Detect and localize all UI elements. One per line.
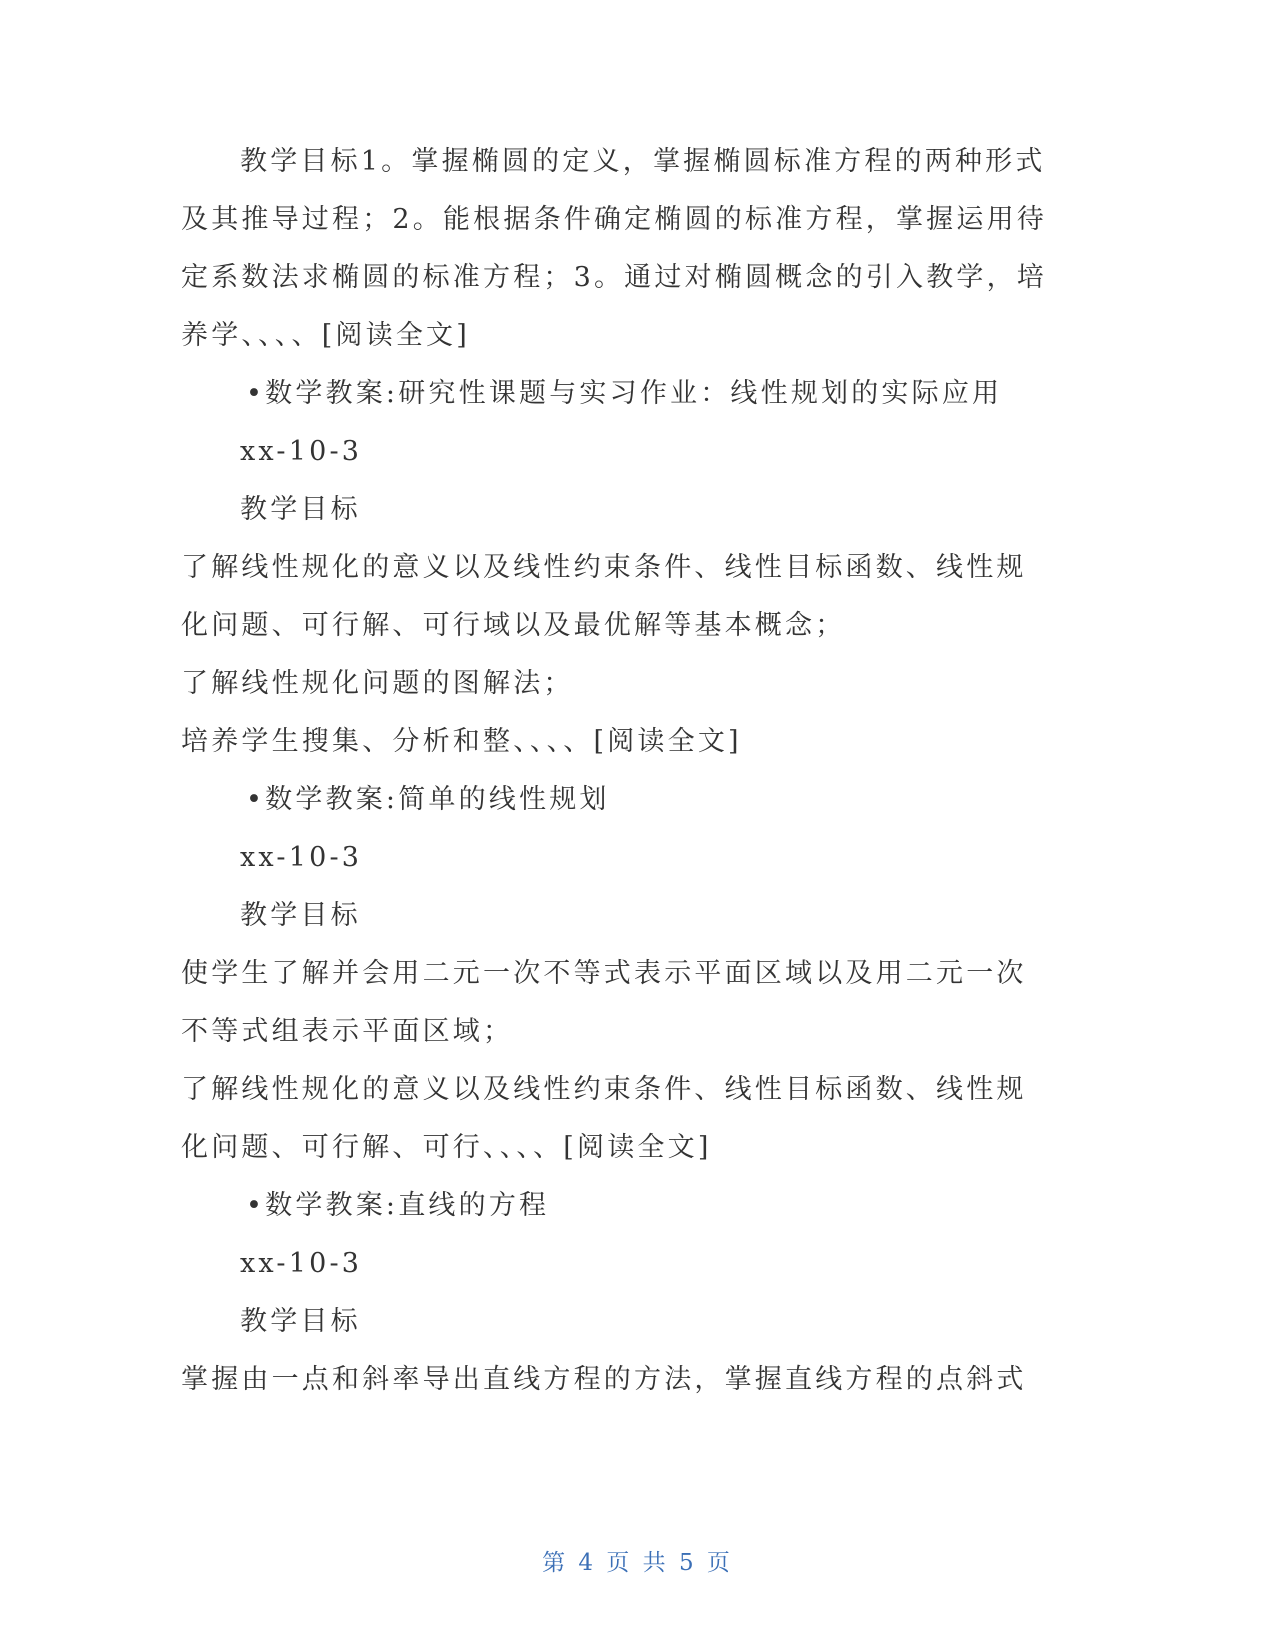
article-title-linear-programming-application[interactable]: •数学教案:研究性课题与实习作业：线性规划的实际应用 [246,378,1003,409]
page-footer: 第 4 页 共 5 页 [542,1550,733,1576]
article-date: xx-10-3 [240,1248,363,1279]
article-date: xx-10-3 [240,436,363,467]
paragraph-line: 掌握由一点和斜率导出直线方程的方法，掌握直线方程的点斜式 [181,1364,1027,1395]
paragraph-line: 了解线性规化问题的图解法； [181,668,574,699]
paragraph-line: 了解线性规化的意义以及线性约束条件、线性目标函数、线性规 [181,1074,1027,1105]
article-title-simple-linear-programming[interactable]: •数学教案:简单的线性规划 [246,784,610,815]
article-title-line-equation[interactable]: •数学教案:直线的方程 [246,1190,550,1221]
paragraph-line-with-read-more[interactable]: 化问题、可行解、可行、、、、[阅读全文] [181,1132,712,1163]
paragraph-line: 了解线性规化的意义以及线性约束条件、线性目标函数、线性规 [181,552,1027,583]
section-heading: 教学目标 [240,900,361,931]
paragraph-line: 定系数法求椭圆的标准方程；3。通过对椭圆概念的引入教学，培 [181,262,1047,293]
section-heading: 教学目标 [240,494,361,525]
article-date: xx-10-3 [240,842,363,873]
paragraph-line-with-read-more[interactable]: 培养学生搜集、分析和整、、、、[阅读全文] [181,726,742,757]
paragraph-line-with-read-more[interactable]: 养学、、、、[阅读全文] [181,320,470,351]
section-heading: 教学目标 [240,1306,361,1337]
paragraph-line: 使学生了解并会用二元一次不等式表示平面区域以及用二元一次 [181,958,1027,989]
paragraph-line: 化问题、可行解、可行域以及最优解等基本概念； [181,610,846,641]
paragraph-line: 及其推导过程；2。能根据条件确定椭圆的标准方程，掌握运用待 [181,204,1047,235]
paragraph-line: 不等式组表示平面区域； [181,1016,514,1047]
paragraph-line: 教学目标1。掌握椭圆的定义，掌握椭圆标准方程的两种形式 [240,146,1046,177]
